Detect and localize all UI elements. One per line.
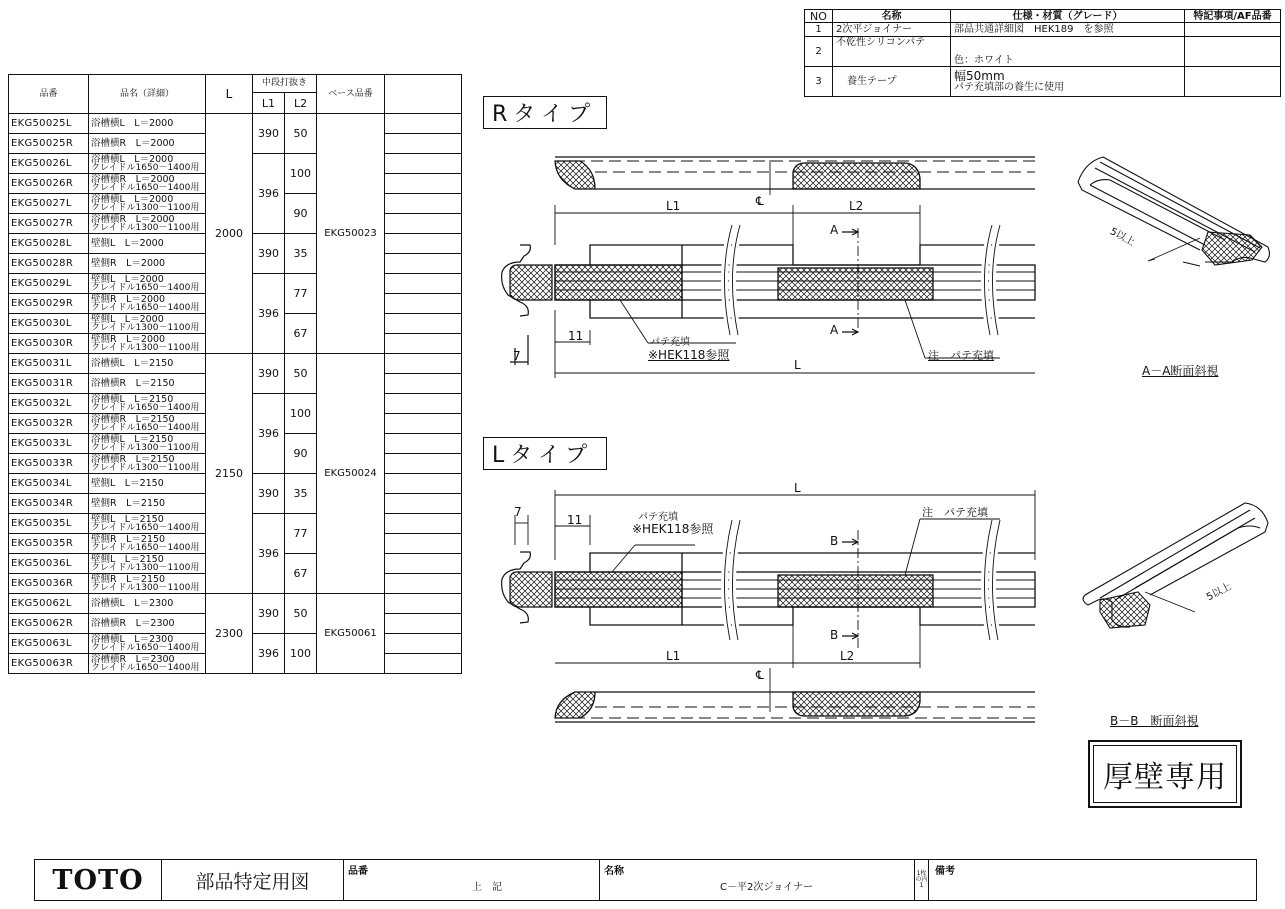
part-code: EKG50062L bbox=[9, 594, 89, 614]
spec-row-2-no: 2 bbox=[805, 37, 833, 67]
part-name-line2: クレイドル1300－1100用 bbox=[91, 562, 200, 573]
base-part: EKG50024 bbox=[317, 354, 385, 594]
base-part: EKG50023 bbox=[317, 114, 385, 354]
l-dim-L: L bbox=[794, 481, 801, 495]
part-name-line1: 壁側L L＝2150 bbox=[91, 513, 164, 525]
part-name-line1: 壁側L L＝2000 bbox=[91, 238, 164, 249]
part-code: EKG50026R bbox=[9, 174, 89, 194]
part-code: EKG50029R bbox=[9, 294, 89, 314]
cut-L2: 35 bbox=[285, 234, 317, 274]
r-center-symbol: ℄ bbox=[756, 194, 764, 208]
part-name-line2: クレイドル1650－1400用 bbox=[91, 162, 200, 173]
length-L: 2000 bbox=[206, 114, 253, 354]
r-dim-11: 11 bbox=[568, 329, 584, 343]
part-code: EKG50028L bbox=[9, 234, 89, 254]
part-name-line2: クレイドル1650－1400用 bbox=[91, 522, 200, 533]
r-dim-L: L bbox=[794, 358, 801, 372]
cut-L2: 90 bbox=[285, 194, 317, 234]
l-dim-L2: L2 bbox=[840, 649, 855, 663]
l-dim-L1: L1 bbox=[666, 649, 681, 663]
remarks-cell bbox=[929, 860, 1257, 901]
cut-L1: 390 bbox=[253, 234, 285, 274]
part-no-label: 品番 bbox=[348, 866, 368, 877]
cut-L1: 390 bbox=[253, 354, 285, 394]
part-name-line2: クレイドル1300－1100用 bbox=[91, 462, 200, 473]
cut-L2: 67 bbox=[285, 314, 317, 354]
part-no-value: 上 記 bbox=[472, 882, 502, 893]
cut-L1: 396 bbox=[253, 634, 285, 674]
thick-wall-text: 厚壁専用 bbox=[1093, 745, 1237, 803]
part-code: EKG50027R bbox=[9, 214, 89, 234]
part-name-line1: 壁側R L＝2150 bbox=[91, 498, 166, 509]
header-L2: L2 bbox=[285, 93, 317, 114]
part-name-line2: クレイドル1650－1400用 bbox=[91, 662, 200, 673]
spec-row-3-spec-line1: 幅50mm bbox=[954, 68, 1005, 83]
toto-logo: TOTO bbox=[35, 860, 162, 901]
part-code: EKG50033R bbox=[9, 454, 89, 474]
r-section-A-top: A bbox=[830, 223, 839, 237]
cut-L1: 390 bbox=[253, 114, 285, 154]
l-putty-ref: ※HEK118参照 bbox=[632, 522, 714, 536]
cut-L1: 396 bbox=[253, 394, 285, 474]
spec-row-1-name: 2次平ジョイナー bbox=[833, 23, 951, 37]
part-name-line1: 壁側R L＝2000 bbox=[91, 293, 166, 305]
part-code: EKG50030L bbox=[9, 314, 89, 334]
spec-row-2-name: 不乾性シリコンパテ bbox=[833, 37, 951, 67]
part-name-line1: 壁側L L＝2000 bbox=[91, 313, 164, 325]
part-no-cell bbox=[344, 860, 600, 901]
part-name-line1: 浴槽横R L＝2300 bbox=[91, 653, 175, 665]
r-dim-7: 7 bbox=[513, 349, 521, 363]
part-code: EKG50032L bbox=[9, 394, 89, 414]
part-name-line1: 浴槽横L L＝2000 bbox=[91, 118, 174, 129]
part-name-line1: 浴槽横L L＝2150 bbox=[91, 433, 174, 445]
bb-caption: B－B 断面斜視 bbox=[1110, 714, 1199, 728]
l-type-bottom-view bbox=[555, 692, 1035, 722]
part-code: EKG50036R bbox=[9, 574, 89, 594]
part-code: EKG50035L bbox=[9, 514, 89, 534]
part-name-line1: 壁側R L＝2000 bbox=[91, 258, 166, 269]
cut-L2: 50 bbox=[285, 354, 317, 394]
part-name-line2: クレイドル1650－1400用 bbox=[91, 182, 200, 193]
length-L: 2150 bbox=[206, 354, 253, 594]
cut-L1: 390 bbox=[253, 594, 285, 634]
doc-type: 部品特定用図 bbox=[162, 860, 344, 901]
section-bb-perspective bbox=[1083, 503, 1268, 628]
part-code: EKG50031L bbox=[9, 354, 89, 374]
spec-row-1-no: 1 bbox=[805, 23, 833, 37]
part-code: EKG50034R bbox=[9, 494, 89, 514]
part-name-line2: クレイドル1300－1100用 bbox=[91, 322, 200, 333]
part-name-line2: クレイドル1650－1400用 bbox=[91, 422, 200, 433]
part-name-line2: クレイドル1300－1100用 bbox=[91, 442, 200, 453]
l-dim-11: 11 bbox=[567, 513, 583, 527]
r-type-main-view bbox=[555, 225, 1035, 358]
part-code: EKG50030R bbox=[9, 334, 89, 354]
part-code: EKG50028R bbox=[9, 254, 89, 274]
part-name-line1: 浴槽横L L＝2300 bbox=[91, 633, 174, 645]
part-name-line2: クレイドル1650－1400用 bbox=[91, 402, 200, 413]
spec-row-1-spec: 部品共通詳細図 HEK189 を参照 bbox=[951, 23, 1185, 37]
l-center-symbol: ℄ bbox=[756, 668, 764, 682]
l-section-B-bottom: B bbox=[830, 628, 839, 642]
part-name-line1: 浴槽横R L＝2000 bbox=[91, 173, 175, 185]
aa-five-min: 5以上 bbox=[1108, 226, 1137, 249]
part-code: EKG50036L bbox=[9, 554, 89, 574]
part-code: EKG50025R bbox=[9, 134, 89, 154]
part-code: EKG50032R bbox=[9, 414, 89, 434]
l-section-B-top: B bbox=[830, 534, 839, 548]
part-name-line2: クレイドル1300－1100用 bbox=[91, 202, 200, 213]
part-code: EKG50027L bbox=[9, 194, 89, 214]
part-name-line1: 浴槽横R L＝2000 bbox=[91, 213, 175, 225]
part-code: EKG50063R bbox=[9, 654, 89, 674]
length-L: 2300 bbox=[206, 594, 253, 674]
r-putty-ref: ※HEK118参照 bbox=[648, 348, 730, 362]
part-name-line1: 浴槽横L L＝2000 bbox=[91, 153, 174, 165]
spec-row-3-spec-line2: パテ充填部の養生に使用 bbox=[954, 81, 1064, 93]
spec-header-note: 特記事項/AF品番 bbox=[1185, 10, 1281, 23]
part-name-line1: 浴槽横R L＝2150 bbox=[91, 453, 175, 465]
cut-L1: 396 bbox=[253, 514, 285, 594]
r-putty-fill: パテ充填 bbox=[650, 337, 690, 348]
spec-row-2-spec: 色：ホワイト bbox=[951, 37, 1185, 67]
spec-header-spec: 仕様・材質（グレード） bbox=[951, 10, 1185, 23]
part-name-line2: クレイドル1300－1100用 bbox=[91, 342, 200, 353]
header-L1: L1 bbox=[253, 93, 285, 114]
remarks-label: 備考 bbox=[935, 866, 955, 877]
r-type-top-view bbox=[555, 157, 1035, 189]
header-name: 品名（詳細） bbox=[89, 75, 206, 114]
base-part: EKG50061 bbox=[317, 594, 385, 674]
cut-L1: 390 bbox=[253, 474, 285, 514]
part-code: EKG50035R bbox=[9, 534, 89, 554]
part-name-line2: クレイドル1650－1400用 bbox=[91, 282, 200, 293]
part-name-line2: クレイドル1650－1400用 bbox=[91, 642, 200, 653]
r-type-label: Rタイプ bbox=[483, 96, 607, 129]
part-name-line1: 壁側L L＝2150 bbox=[91, 553, 164, 565]
spec-header-no: NO bbox=[805, 10, 833, 23]
part-name-line1: 壁側R L＝2150 bbox=[91, 533, 166, 545]
name-value: C－平2次ジョイナー bbox=[720, 882, 814, 893]
cut-L2: 50 bbox=[285, 594, 317, 634]
part-code: EKG50033L bbox=[9, 434, 89, 454]
cut-L2: 90 bbox=[285, 434, 317, 474]
header-cut-group: 中段打抜き bbox=[253, 75, 317, 93]
l-type-end-profile bbox=[502, 552, 552, 623]
r-dim-L1: L1 bbox=[666, 199, 681, 213]
cut-L2: 50 bbox=[285, 114, 317, 154]
header-L: L bbox=[206, 75, 253, 114]
header-base: ベース品番 bbox=[317, 75, 385, 114]
part-name-line2: クレイドル1300－1100用 bbox=[91, 582, 200, 593]
cut-L2: 100 bbox=[285, 634, 317, 674]
part-name-line1: 浴槽横R L＝2150 bbox=[91, 378, 175, 389]
aa-caption: A－A断面斜視 bbox=[1142, 364, 1219, 378]
part-name-line1: 壁側R L＝2150 bbox=[91, 573, 166, 585]
spec-row-3-name: 養生テープ bbox=[833, 67, 951, 97]
r-type-end-profile bbox=[502, 245, 552, 365]
r-section-A-bottom: A bbox=[830, 323, 839, 337]
part-code: EKG50025L bbox=[9, 114, 89, 134]
sheet-count: 1枚の内1 bbox=[915, 860, 929, 901]
l-note-putty: 注 パテ充填 bbox=[922, 506, 988, 519]
name-label: 名称 bbox=[604, 866, 624, 877]
part-name-line1: 浴槽横L L＝2000 bbox=[91, 193, 174, 205]
thick-wall-stamp bbox=[1088, 740, 1242, 808]
cut-L2: 35 bbox=[285, 474, 317, 514]
part-name-line1: 浴槽横R L＝2150 bbox=[91, 413, 175, 425]
part-name-line1: 壁側R L＝2000 bbox=[91, 333, 166, 345]
part-name-line1: 浴槽横R L＝2000 bbox=[91, 138, 175, 149]
l-putty-fill: パテ充填 bbox=[638, 512, 678, 523]
part-name-line1: 壁側L L＝2000 bbox=[91, 273, 164, 285]
cut-L2: 77 bbox=[285, 274, 317, 314]
part-name-line1: 浴槽横L L＝2150 bbox=[91, 393, 174, 405]
cut-L2: 100 bbox=[285, 394, 317, 434]
header-code: 品番 bbox=[9, 75, 89, 114]
part-code: EKG50063L bbox=[9, 634, 89, 654]
cut-L2: 77 bbox=[285, 514, 317, 554]
cut-L1: 396 bbox=[253, 154, 285, 234]
part-name-line1: 浴槽横L L＝2150 bbox=[91, 358, 174, 369]
spec-row-3-no: 3 bbox=[805, 67, 833, 97]
cut-L2: 100 bbox=[285, 154, 317, 194]
r-note-putty: 注 パテ充填 bbox=[928, 349, 994, 362]
part-name-line2: クレイドル1650－1400用 bbox=[91, 542, 200, 553]
part-code: EKG50034L bbox=[9, 474, 89, 494]
name-cell bbox=[600, 860, 915, 901]
part-name-line2: クレイドル1650－1400用 bbox=[91, 302, 200, 313]
part-name-line1: 浴槽横L L＝2300 bbox=[91, 598, 174, 609]
cut-L2: 67 bbox=[285, 554, 317, 594]
part-name-line1: 浴槽横R L＝2300 bbox=[91, 618, 175, 629]
l-type-main-view bbox=[555, 519, 1035, 640]
bb-five-min: 5以上 bbox=[1204, 581, 1234, 604]
l-type-label: Lタイプ bbox=[483, 437, 607, 470]
part-name-line2: クレイドル1300－1100用 bbox=[91, 222, 200, 233]
part-code: EKG50062R bbox=[9, 614, 89, 634]
l-dim-7: 7 bbox=[514, 505, 522, 519]
spec-header-name: 名称 bbox=[833, 10, 951, 23]
title-block bbox=[34, 859, 1257, 901]
part-code: EKG50026L bbox=[9, 154, 89, 174]
part-code: EKG50031R bbox=[9, 374, 89, 394]
section-aa-perspective bbox=[1078, 157, 1269, 266]
cut-L1: 396 bbox=[253, 274, 285, 354]
r-dim-L2: L2 bbox=[849, 199, 864, 213]
part-name-line1: 壁側L L＝2150 bbox=[91, 478, 164, 489]
part-code: EKG50029L bbox=[9, 274, 89, 294]
